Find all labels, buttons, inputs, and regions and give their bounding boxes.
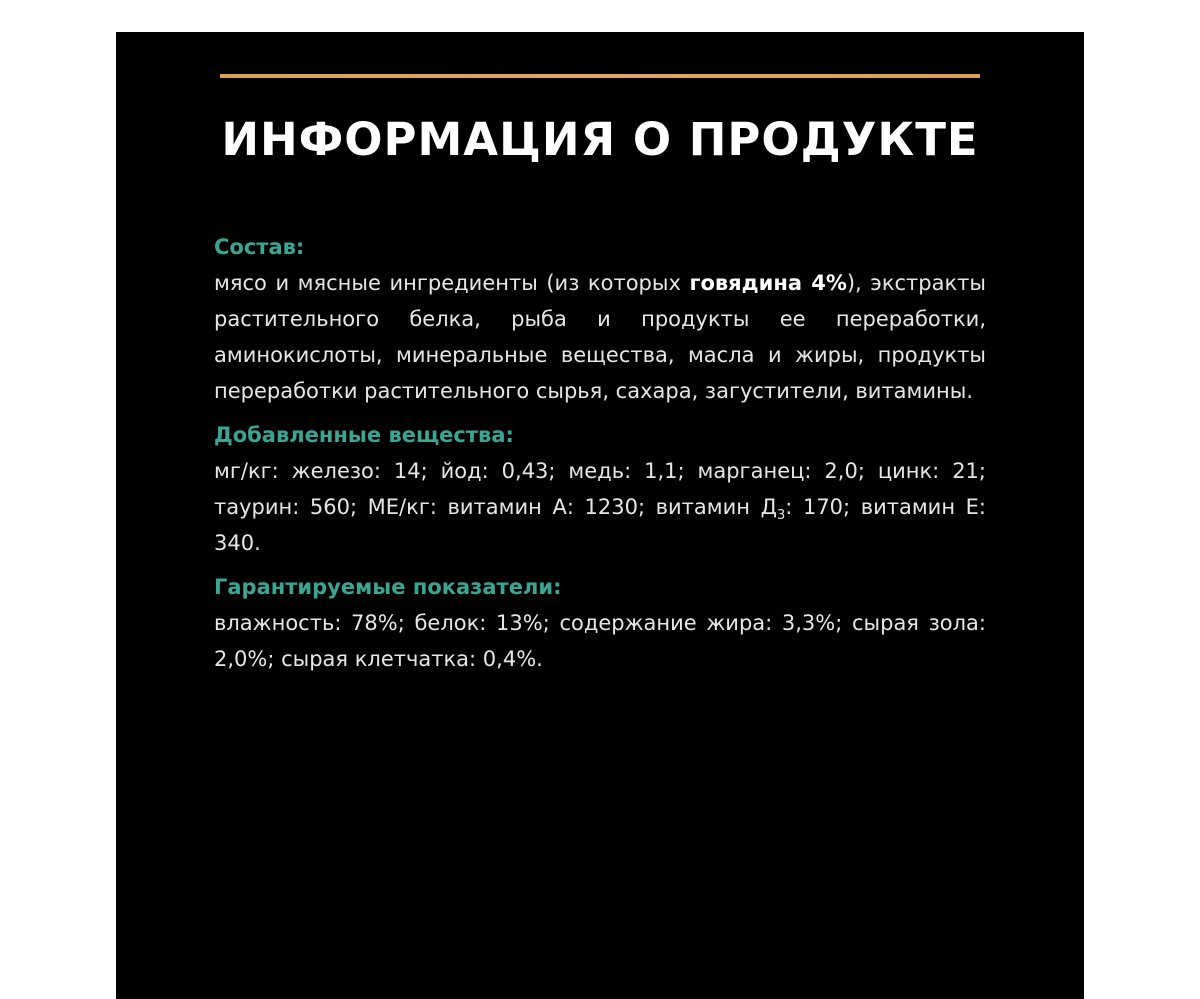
accent-divider bbox=[220, 74, 980, 78]
composition-section bbox=[214, 229, 986, 409]
composition-text-part2: ), экстракты растительного белка, рыба и продукты ее переработки, аминокислоты, минеральные вещества, масла и жиры, продукты переработки растительного сырья, сахара, загустители, витамины. bbox=[214, 271, 986, 403]
composition-heading: Состав: bbox=[214, 235, 305, 259]
page-title: ИНФОРМАЦИЯ О ПРОДУКТЕ bbox=[221, 113, 979, 166]
guaranteed-text: влажность: 78%; белок: 13%; содержание жира: 3,3%; сырая зола: 2,0%; сырая клетчатка: 0,4%. bbox=[214, 611, 986, 671]
product-info-panel bbox=[116, 32, 1084, 999]
guaranteed-section bbox=[214, 569, 986, 677]
product-info-content bbox=[214, 229, 986, 685]
additives-text bbox=[214, 453, 986, 561]
guaranteed-heading: Гарантируемые показатели: bbox=[214, 575, 562, 599]
additives-heading: Добавленные вещества: bbox=[214, 423, 514, 447]
additives-text-part1: мг/кг: железо: 14; йод: 0,43; медь: 1,1; марганец: 2,0; цинк: 21; таурин: 560; МЕ/кг: витамин А: 1230; витамин Д bbox=[214, 459, 986, 519]
additives-section bbox=[214, 417, 986, 561]
additives-text-part2: : 170; витамин Е: 340. bbox=[214, 495, 987, 555]
composition-highlight: говядина 4% bbox=[689, 271, 847, 295]
vitamin-d-subscript: 3 bbox=[777, 508, 786, 523]
composition-text bbox=[214, 265, 986, 409]
composition-text-part1: мясо и мясные ингредиенты (из которых bbox=[214, 271, 690, 295]
